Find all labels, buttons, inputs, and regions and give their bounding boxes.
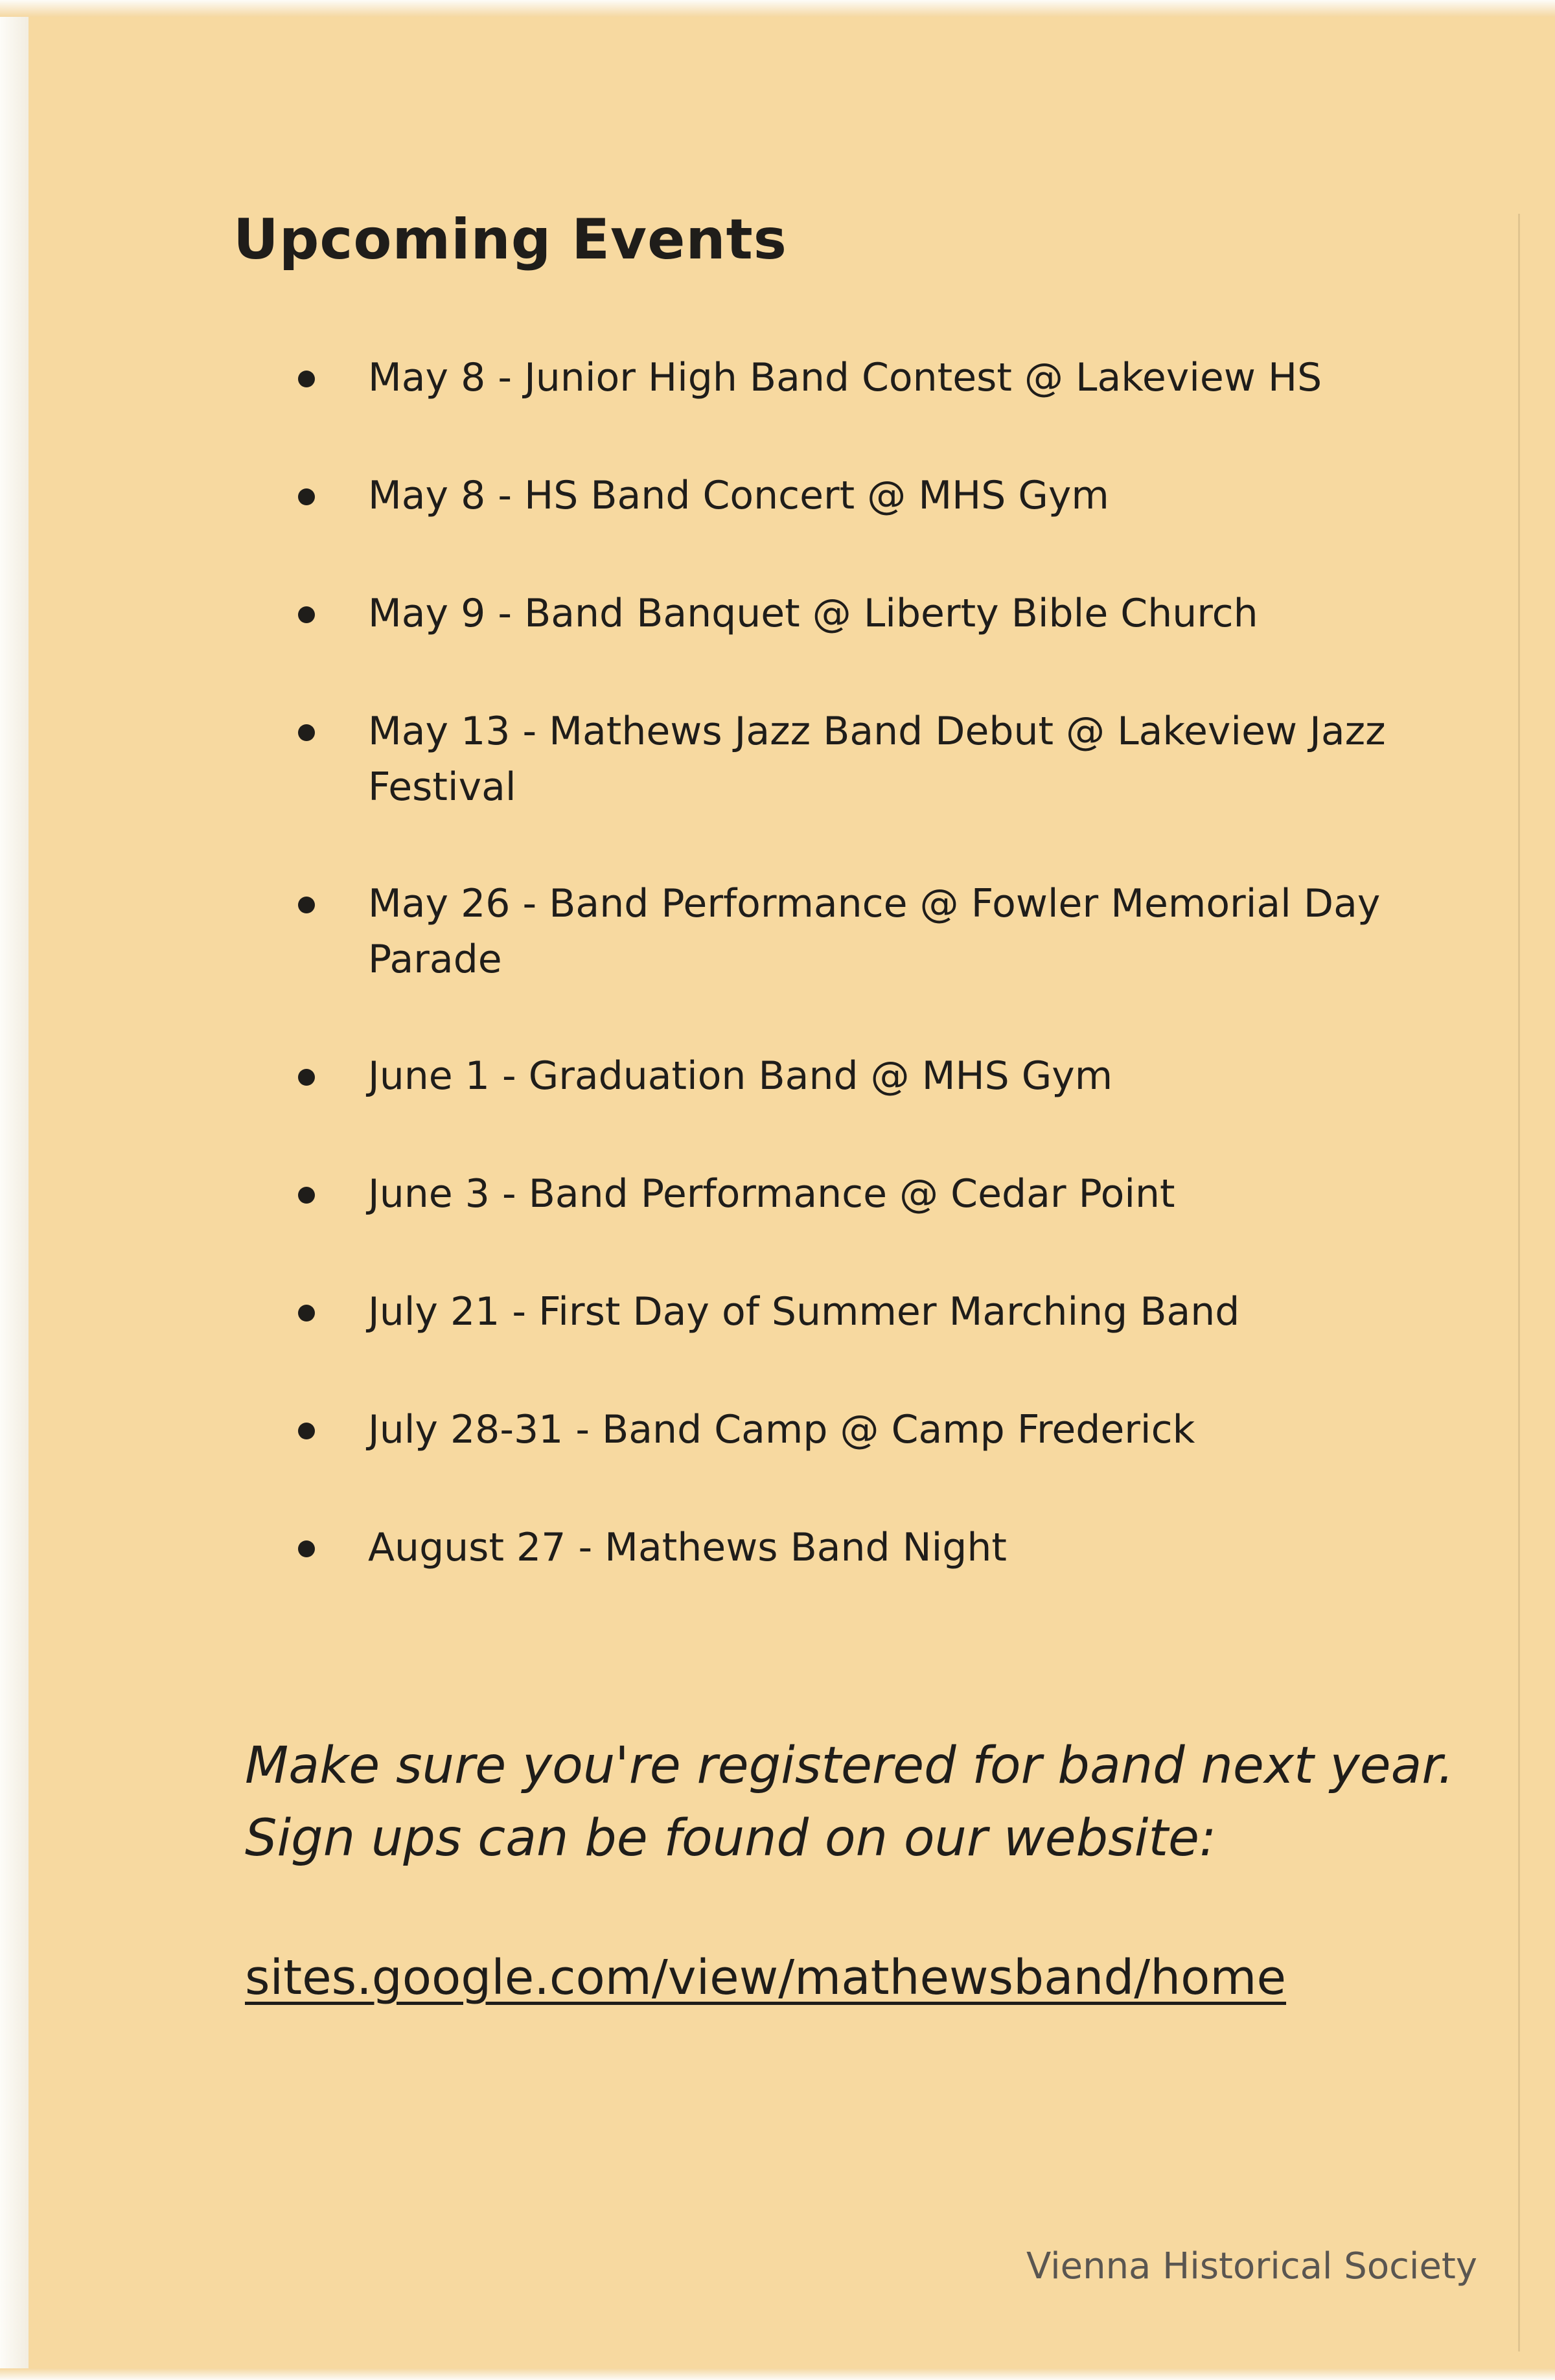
paper-bottom-edge bbox=[0, 2368, 1555, 2380]
list-item bbox=[298, 350, 1464, 406]
bullet-icon bbox=[298, 371, 315, 387]
event-list bbox=[298, 350, 1464, 1638]
list-item bbox=[298, 586, 1464, 641]
paper-fold-line bbox=[1518, 214, 1520, 2351]
list-item bbox=[298, 1284, 1464, 1340]
paper-left-edge bbox=[0, 0, 29, 2380]
event-text: May 8 - HS Band Concert @ MHS Gym bbox=[368, 473, 1109, 518]
bullet-icon bbox=[298, 724, 315, 741]
list-item bbox=[298, 1166, 1464, 1222]
event-text: July 21 - First Day of Summer Marching Band bbox=[368, 1289, 1240, 1334]
event-text: June 1 - Graduation Band @ MHS Gym bbox=[368, 1053, 1113, 1099]
page-title: Upcoming Events bbox=[233, 207, 787, 272]
list-item bbox=[298, 876, 1464, 987]
bullet-icon bbox=[298, 1187, 315, 1204]
event-text: May 26 - Band Performance @ Fowler Memorial Day Parade bbox=[368, 881, 1381, 982]
event-text: May 9 - Band Banquet @ Liberty Bible Church bbox=[368, 591, 1258, 636]
bullet-icon bbox=[298, 1540, 315, 1557]
list-item bbox=[298, 1048, 1464, 1104]
registration-reminder: Make sure you're registered for band next year. Sign ups can be found on our website: bbox=[245, 1737, 1455, 1868]
bullet-icon bbox=[298, 1305, 315, 1322]
paper-top-edge bbox=[0, 0, 1555, 17]
event-text: June 3 - Band Performance @ Cedar Point bbox=[368, 1171, 1175, 1217]
list-item bbox=[298, 468, 1464, 523]
list-item bbox=[298, 704, 1464, 815]
bullet-icon bbox=[298, 488, 315, 505]
watermark-credit: Vienna Historical Society bbox=[1026, 2245, 1477, 2287]
list-item bbox=[298, 1402, 1464, 1458]
bullet-icon bbox=[298, 606, 315, 623]
bullet-icon bbox=[298, 1069, 315, 1086]
website-link[interactable]: sites.google.com/view/mathewsband/home bbox=[245, 1950, 1287, 2006]
event-text: August 27 - Mathews Band Night bbox=[368, 1525, 1007, 1570]
bullet-icon bbox=[298, 897, 315, 913]
event-text: May 13 - Mathews Jazz Band Debut @ Lakeview Jazz Festival bbox=[368, 709, 1386, 810]
event-text: May 8 - Junior High Band Contest @ Lakeview HS bbox=[368, 355, 1322, 400]
bullet-icon bbox=[298, 1423, 315, 1439]
list-item bbox=[298, 1520, 1464, 1575]
event-text: July 28-31 - Band Camp @ Camp Frederick bbox=[368, 1407, 1195, 1452]
